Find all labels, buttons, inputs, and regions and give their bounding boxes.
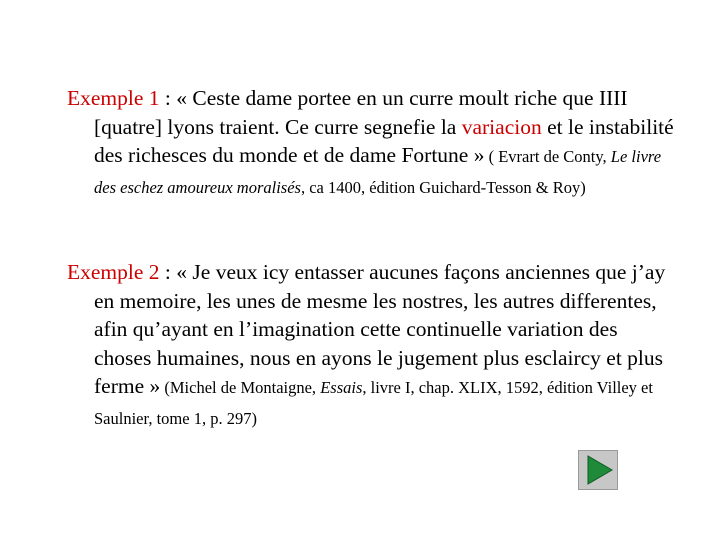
- example-1-citation-title: Le livre des eschez amoureux moralisés: [94, 147, 662, 197]
- example-1-citation-details: , ca 1400, édition Guichard-Tesson & Roy): [300, 177, 586, 197]
- example-2-citation-title: Essais: [320, 378, 363, 398]
- example-2-label: Exemple 2: [67, 260, 160, 284]
- example-2-citation: [94, 378, 653, 428]
- next-slide-button[interactable]: [578, 450, 618, 490]
- example-1-quote-end: et le instabilité des richesces du monde et de dame Fortune »: [94, 114, 674, 168]
- play-next-icon: [579, 451, 617, 489]
- example-1-highlight-word: variacion: [461, 114, 542, 139]
- example-2: [67, 258, 674, 434]
- example-2-citation-author: (Michel de Montaigne,: [160, 378, 321, 398]
- example-2-separator: :: [159, 260, 177, 284]
- example-2-quote: « Je veux icy entasser aucunes façons anciennes que j’ay en memoire, les unes de mesme les nostres, les autres differentes, afin qu’ayant en l’imagination cette continuelle variation des choses humaines, nous en ayons le jugement plus esclaircy et plus ferme »: [94, 260, 666, 399]
- example-1-label: Exemple 1: [67, 86, 160, 110]
- example-2-citation-details: , livre I, chap. XLIX, 1592, édition Villey et Saulnier, tome 1, p. 297): [94, 378, 653, 428]
- example-1: [67, 84, 674, 202]
- example-1-citation-author: ( Evrart de Conty,: [484, 147, 611, 167]
- example-1-separator: :: [159, 86, 177, 110]
- example-1-quote-start: « Ceste dame portee en un curre moult riche que IIII [quatre] lyons traient. Ce curre segnefie la: [94, 86, 628, 139]
